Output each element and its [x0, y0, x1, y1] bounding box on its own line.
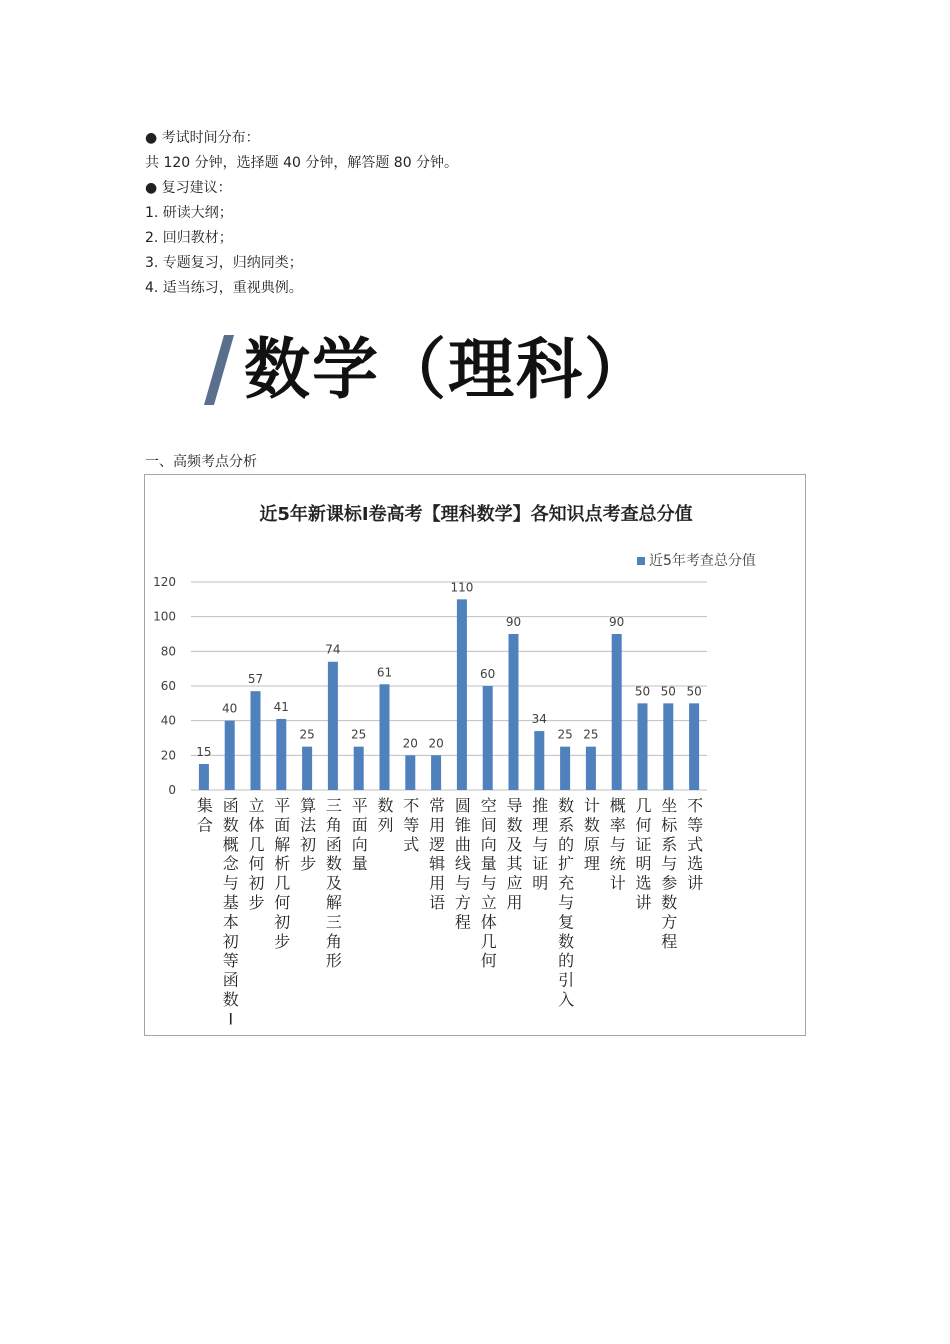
x-tick-char: 量	[351, 854, 368, 874]
x-tick-char: 证	[532, 854, 549, 874]
x-tick-label	[610, 796, 626, 893]
x-tick-char: 何	[480, 951, 497, 971]
x-tick-char: 等	[687, 815, 704, 835]
bar	[431, 755, 441, 790]
x-tick-char: 不	[403, 796, 420, 815]
x-tick-char: 向	[351, 834, 368, 854]
x-tick-char: 体	[248, 815, 265, 835]
x-tick-label	[377, 796, 393, 834]
x-tick-char: 统	[609, 854, 626, 874]
data-label: 74	[325, 642, 341, 657]
advice-item-4: 4. 适当练习，重视典例。	[145, 280, 303, 296]
x-tick-char: 数	[558, 796, 575, 815]
x-tick-char: 数	[222, 990, 239, 1009]
data-label: 90	[505, 615, 522, 629]
x-tick-char: 函	[325, 834, 342, 854]
x-tick-label	[300, 796, 317, 873]
advice-item-2: 2. 回归教材；	[145, 230, 233, 246]
x-tick-char: 初	[274, 912, 291, 932]
subject-banner	[210, 325, 660, 415]
x-tick-char: 初	[222, 931, 239, 951]
x-tick-char: 与	[480, 873, 497, 893]
x-tick-char: 几	[274, 873, 291, 893]
x-tick-char: 语	[429, 893, 446, 912]
x-tick-label	[532, 796, 548, 893]
bar-chart	[144, 474, 806, 1036]
x-tick-char: 面	[274, 815, 291, 835]
x-tick-char: 入	[558, 990, 575, 1009]
x-tick-char: 析	[274, 854, 291, 874]
x-tick-char: 程	[661, 931, 678, 951]
x-tick-char: 线	[454, 854, 471, 874]
x-tick-char: 何	[274, 893, 291, 912]
x-tick-label	[274, 796, 290, 951]
x-tick-char: 的	[558, 951, 575, 971]
x-tick-char: 平	[351, 796, 368, 815]
x-tick-char: 合	[196, 815, 213, 835]
x-tick-char: 几	[635, 796, 652, 815]
legend-label: 近5年考查总分值	[649, 553, 756, 569]
x-tick-char: 量	[480, 854, 497, 874]
data-label: 20	[428, 736, 444, 751]
data-label: 25	[351, 727, 367, 742]
y-tick-label: 20	[160, 748, 176, 763]
x-tick-char: 常	[429, 796, 446, 815]
x-tick-label	[635, 796, 651, 912]
x-tick-char: 程	[454, 912, 471, 932]
x-tick-char: 明	[532, 873, 549, 893]
x-tick-char: 与	[609, 834, 626, 854]
bar	[380, 684, 390, 790]
y-tick-label: 60	[160, 679, 176, 693]
x-tick-char: 三	[325, 796, 342, 815]
x-tick-char: 函	[222, 796, 239, 815]
x-tick-char: 集	[196, 796, 213, 815]
x-tick-char: 用	[429, 873, 446, 893]
advice-item-3: 3. 专题复习，归纳同类；	[145, 255, 303, 271]
x-tick-char: 步	[248, 893, 265, 912]
y-tick-label: 0	[168, 783, 176, 797]
x-tick-char: 辑	[429, 854, 446, 874]
x-tick-char: 方	[661, 912, 678, 932]
x-tick-char: 基	[222, 893, 239, 912]
x-tick-char: 何	[635, 815, 652, 835]
bar	[199, 764, 209, 790]
data-label: 57	[247, 672, 264, 687]
x-tick-char: 几	[248, 834, 265, 854]
x-tick-char: 不	[687, 796, 704, 815]
x-tick-label	[558, 796, 574, 1009]
x-tick-label	[584, 796, 600, 873]
x-tick-char: 扩	[558, 854, 575, 874]
x-tick-char: 形	[325, 951, 342, 971]
data-label: 20	[402, 736, 418, 751]
data-label: 50	[660, 684, 676, 699]
bar	[251, 691, 261, 790]
x-tick-label	[506, 796, 523, 912]
x-tick-char: 算	[300, 796, 317, 815]
x-tick-char: 的	[558, 834, 575, 854]
x-tick-char: 概	[609, 796, 626, 815]
x-tick-char: 数	[222, 815, 239, 835]
x-tick-char: 数	[506, 815, 523, 835]
x-tick-label	[352, 796, 368, 873]
x-tick-char: 计	[609, 873, 626, 893]
x-tick-char: 数	[558, 931, 575, 951]
bar	[328, 662, 338, 790]
x-tick-char: 本	[222, 912, 239, 932]
x-tick-char: 逻	[429, 834, 446, 854]
x-tick-char: 其	[506, 854, 523, 874]
x-tick-char: 方	[454, 893, 471, 912]
x-tick-char: 率	[609, 815, 626, 835]
x-tick-char: 与	[454, 873, 471, 893]
x-tick-char: 数	[325, 854, 342, 874]
x-tick-char: Ⅰ	[228, 1009, 234, 1029]
chart-title: 近5年新课标I卷高考【理科数学】各知识点考查总分值	[259, 504, 693, 525]
bar	[586, 747, 596, 790]
x-tick-label	[661, 796, 678, 951]
data-label: 40	[222, 701, 238, 716]
x-tick-char: 角	[325, 931, 342, 951]
y-tick-label: 100	[153, 609, 176, 624]
data-label: 15	[196, 745, 212, 759]
bar	[612, 634, 622, 790]
x-tick-char: 引	[558, 970, 575, 990]
x-tick-char: 证	[635, 834, 652, 854]
data-label: 41	[273, 699, 289, 714]
x-tick-char: 用	[506, 893, 523, 912]
x-tick-char: 与	[558, 893, 575, 912]
x-tick-char: 面	[351, 815, 368, 835]
data-label: 25	[557, 727, 573, 742]
bar-chart-svg	[145, 475, 807, 1037]
x-tick-char: 立	[480, 893, 497, 912]
data-label: 110	[450, 580, 474, 595]
banner-title: 数学（理科）	[244, 330, 652, 408]
time-detail: 共 120 分钟，选择题 40 分钟，解答题 80 分钟。	[145, 155, 459, 171]
x-tick-char: 讲	[635, 893, 652, 912]
banner-slash-decoration	[204, 335, 234, 405]
x-tick-char: 系	[661, 834, 678, 854]
x-tick-char: 平	[274, 796, 291, 815]
bar	[509, 634, 519, 790]
x-tick-char: 明	[635, 854, 652, 874]
x-tick-char: 坐	[661, 796, 678, 815]
x-tick-char: 解	[325, 893, 342, 912]
x-tick-char: 数	[377, 796, 394, 815]
bar	[225, 721, 235, 790]
x-tick-label	[481, 796, 497, 970]
x-tick-char: 式	[403, 834, 420, 854]
x-tick-char: 解	[274, 834, 291, 854]
x-tick-char: 概	[222, 834, 239, 854]
x-tick-char: 原	[583, 834, 600, 854]
y-tick-label: 40	[160, 713, 176, 728]
x-tick-char: 念	[222, 854, 239, 874]
data-label: 25	[299, 727, 315, 742]
x-tick-char: 选	[687, 854, 704, 874]
x-tick-char: 圆	[454, 796, 471, 815]
x-tick-char: 式	[687, 834, 704, 854]
x-tick-char: 用	[429, 815, 446, 835]
data-label: 50	[634, 684, 651, 699]
x-tick-char: 导	[506, 796, 523, 815]
x-tick-label	[197, 796, 213, 834]
x-tick-char: 法	[300, 815, 317, 835]
y-tick-label: 120	[153, 575, 176, 589]
x-tick-char: 应	[506, 873, 523, 893]
x-tick-char: 角	[325, 815, 342, 835]
x-tick-char: 三	[325, 912, 342, 932]
x-tick-char: 空	[480, 796, 497, 815]
data-label: 60	[480, 667, 496, 681]
x-tick-label	[248, 796, 264, 912]
section-heading: 一、高频考点分析	[145, 454, 257, 470]
data-label: 25	[583, 727, 599, 742]
x-tick-char: 理	[583, 854, 600, 874]
x-tick-label	[223, 796, 240, 1028]
x-tick-label	[455, 796, 471, 931]
x-tick-char: 讲	[687, 873, 704, 893]
bar	[534, 731, 544, 790]
x-tick-char: 立	[248, 796, 265, 815]
bar	[483, 686, 493, 790]
bar	[276, 719, 286, 790]
x-tick-char: 步	[300, 854, 317, 874]
bar	[689, 703, 699, 790]
bar	[560, 747, 570, 790]
legend-swatch	[637, 557, 645, 565]
x-tick-char: 数	[661, 893, 678, 912]
bar	[663, 703, 673, 790]
bar	[405, 755, 415, 790]
bar	[302, 747, 312, 790]
data-label: 61	[376, 665, 393, 680]
x-tick-char: 充	[558, 873, 575, 893]
x-tick-char: 体	[480, 912, 497, 932]
x-tick-char: 及	[325, 873, 342, 893]
x-tick-char: 向	[480, 834, 497, 854]
x-tick-char: 曲	[454, 834, 471, 854]
bar	[354, 747, 364, 790]
x-tick-char: 等	[222, 951, 239, 971]
x-tick-char: 初	[300, 834, 317, 854]
x-tick-char: 列	[377, 815, 394, 835]
x-tick-char: 推	[532, 796, 549, 815]
x-tick-char: 及	[506, 834, 523, 854]
bar	[457, 599, 467, 790]
x-tick-char: 等	[403, 815, 420, 835]
x-tick-char: 步	[274, 931, 291, 951]
x-tick-char: 与	[532, 834, 549, 854]
time-heading: ● 考试时间分布：	[145, 130, 260, 146]
x-tick-char: 数	[583, 815, 600, 835]
x-tick-char: 复	[558, 912, 575, 932]
x-tick-char: 计	[583, 796, 600, 815]
x-tick-char: 函	[222, 970, 239, 990]
x-tick-char: 何	[248, 854, 265, 874]
x-tick-char: 与	[661, 854, 678, 874]
x-tick-char: 参	[661, 873, 678, 893]
x-tick-char: 初	[248, 873, 265, 893]
x-tick-char: 标	[661, 815, 678, 835]
y-tick-label: 80	[160, 644, 176, 659]
x-tick-char: 间	[480, 815, 497, 835]
x-tick-char: 与	[222, 873, 239, 893]
bar	[638, 703, 648, 790]
data-label: 90	[609, 615, 625, 629]
data-label: 34	[531, 712, 547, 727]
x-tick-char: 选	[635, 873, 652, 893]
x-tick-label	[403, 796, 419, 854]
data-label: 50	[686, 684, 702, 699]
advice-item-1: 1. 研读大纲；	[145, 205, 233, 221]
x-tick-label	[326, 796, 342, 970]
x-tick-label	[687, 796, 703, 893]
x-tick-char: 理	[532, 815, 549, 835]
x-tick-label	[429, 796, 445, 912]
x-tick-char: 系	[558, 815, 575, 835]
x-tick-char: 几	[480, 931, 497, 951]
x-tick-char: 锥	[454, 815, 471, 835]
advice-heading: ● 复习建议：	[145, 180, 232, 196]
